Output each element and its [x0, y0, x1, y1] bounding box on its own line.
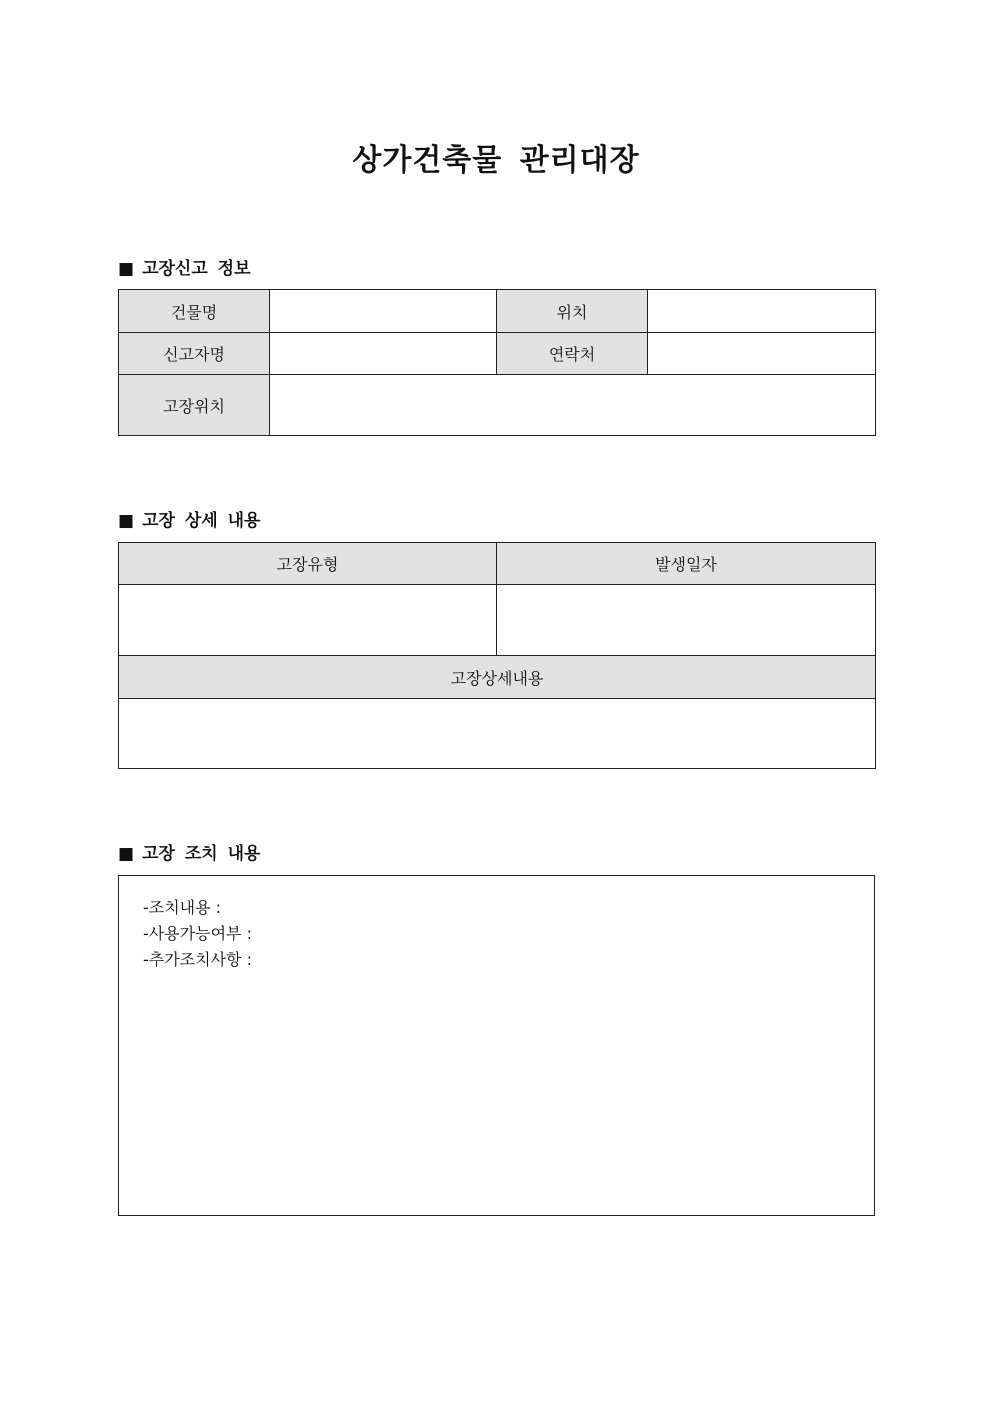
contact-field[interactable] [648, 333, 876, 375]
location-field[interactable] [648, 290, 876, 333]
section-heading-fault-details [118, 506, 260, 531]
fault-location-field[interactable] [270, 375, 876, 436]
location-label: 위치 [497, 290, 648, 333]
building-name-label: 건물명 [119, 290, 270, 333]
table-row [119, 290, 876, 333]
table-row [119, 333, 876, 375]
section-heading-report-info [118, 254, 251, 279]
fault-location-label: 고장위치 [119, 375, 270, 436]
action-content-line: -조치내용 : [143, 898, 222, 917]
reporter-name-field[interactable] [270, 333, 497, 375]
section-heading-label: 고장신고 정보 [142, 259, 251, 279]
fault-type-field[interactable] [119, 585, 497, 656]
reporter-name-label: 신고자명 [119, 333, 270, 375]
additional-action-line: -추가조치사항 : [143, 950, 252, 969]
square-bullet-icon: ■ [118, 511, 135, 531]
square-bullet-icon: ■ [118, 259, 135, 279]
square-bullet-icon: ■ [118, 844, 135, 864]
table-row [119, 699, 876, 769]
table-row [119, 656, 876, 699]
document-title: 상가건축물 관리대장 [352, 143, 640, 178]
contact-label: 연락처 [497, 333, 648, 375]
occurrence-date-field[interactable] [497, 585, 876, 656]
table-row [119, 585, 876, 656]
table-row [119, 543, 876, 585]
fault-type-label: 고장유형 [119, 543, 497, 585]
usability-line: -사용가능여부 : [143, 924, 252, 943]
table-row [119, 375, 876, 436]
report-info-table [118, 289, 876, 436]
section-heading-fault-actions [118, 839, 260, 864]
fault-detail-label: 고장상세내용 [119, 656, 876, 699]
occurrence-date-label: 발생일자 [497, 543, 876, 585]
section-heading-label: 고장 조치 내용 [142, 844, 261, 864]
fault-actions-box[interactable] [118, 875, 875, 1216]
fault-details-table [118, 542, 876, 769]
section-heading-label: 고장 상세 내용 [142, 511, 261, 531]
building-name-field[interactable] [270, 290, 497, 333]
fault-detail-field[interactable] [119, 699, 876, 769]
